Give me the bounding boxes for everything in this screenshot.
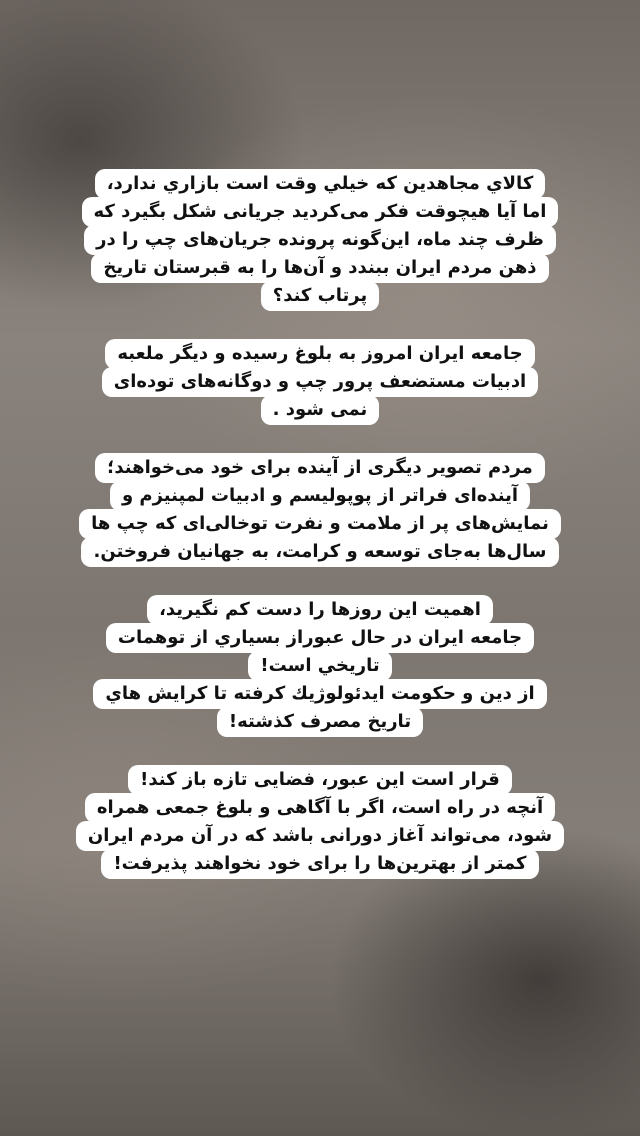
text-line: آنچه در راه است، اگر با آگاهی و بلوغ جمعی همراه	[85, 793, 555, 823]
text-line: پرتاب کند؟	[261, 281, 379, 311]
text-line: نمی شود .	[261, 395, 380, 425]
paragraph-mojahedin	[82, 170, 559, 310]
text-line: جامعه ایران در حال عبوراز بسياري از توهمات	[106, 623, 534, 653]
text-line: کمتر از بهترین‌ها را برای خود نخواهند پذیرفت!	[101, 849, 538, 879]
text-line: قرار است این عبور، فضایی تازه باز کند!	[128, 765, 512, 795]
text-line: اهمیت این روزها را دست کم نگیرید،	[147, 595, 493, 625]
text-line: تاريخي است!	[248, 651, 391, 681]
story-text-overlay	[0, 170, 640, 908]
text-line: جامعه ایران امروز به بلوغ رسیده و دیگر ملعبه	[105, 339, 534, 369]
text-line: شود، می‌تواند آغاز دورانی باشد که در آن مردم ایران	[76, 821, 564, 851]
paragraph-importance	[93, 596, 546, 736]
text-line: ذهن مردم ایران ببندد و آن‌ها را به قبرستان تاریخ	[91, 253, 548, 283]
text-line: ادبیات مستضعف پرور چپ و دوگانه‌های توده‌ای	[102, 367, 538, 397]
text-line: از دين و حکومت ايدئولوژيك كرفته تا كرايش هاي	[93, 679, 546, 709]
text-line: مردم تصویر دیگری از آینده برای خود می‌خواهند؛	[95, 453, 545, 483]
text-line: اما آیا هیچوقت فکر می‌کردید جریانی شکل بگیرد که	[82, 197, 559, 227]
paragraph-future	[79, 454, 561, 566]
text-line: ظرف چند ماه، این‌گونه پرونده جریان‌های چپ را در	[84, 225, 556, 255]
text-line: نمایش‌های پر از ملامت و نفرت توخالی‌ای که چپ ها	[79, 509, 561, 539]
text-line: کالاي مجاهدين که خيلي وقت است بازاري ندارد،	[95, 169, 546, 199]
paragraph-crossing	[76, 766, 564, 878]
paragraph-maturity	[102, 340, 538, 424]
text-line: تاريخ مصرف كذشته!	[217, 707, 423, 737]
text-line: سال‌ها به‌جای توسعه و کرامت، به جهانیان فروختن.	[81, 537, 558, 567]
text-line: آینده‌ای فراتر از پوپولیسم و ادبیات لمپنیزم و	[110, 481, 530, 511]
